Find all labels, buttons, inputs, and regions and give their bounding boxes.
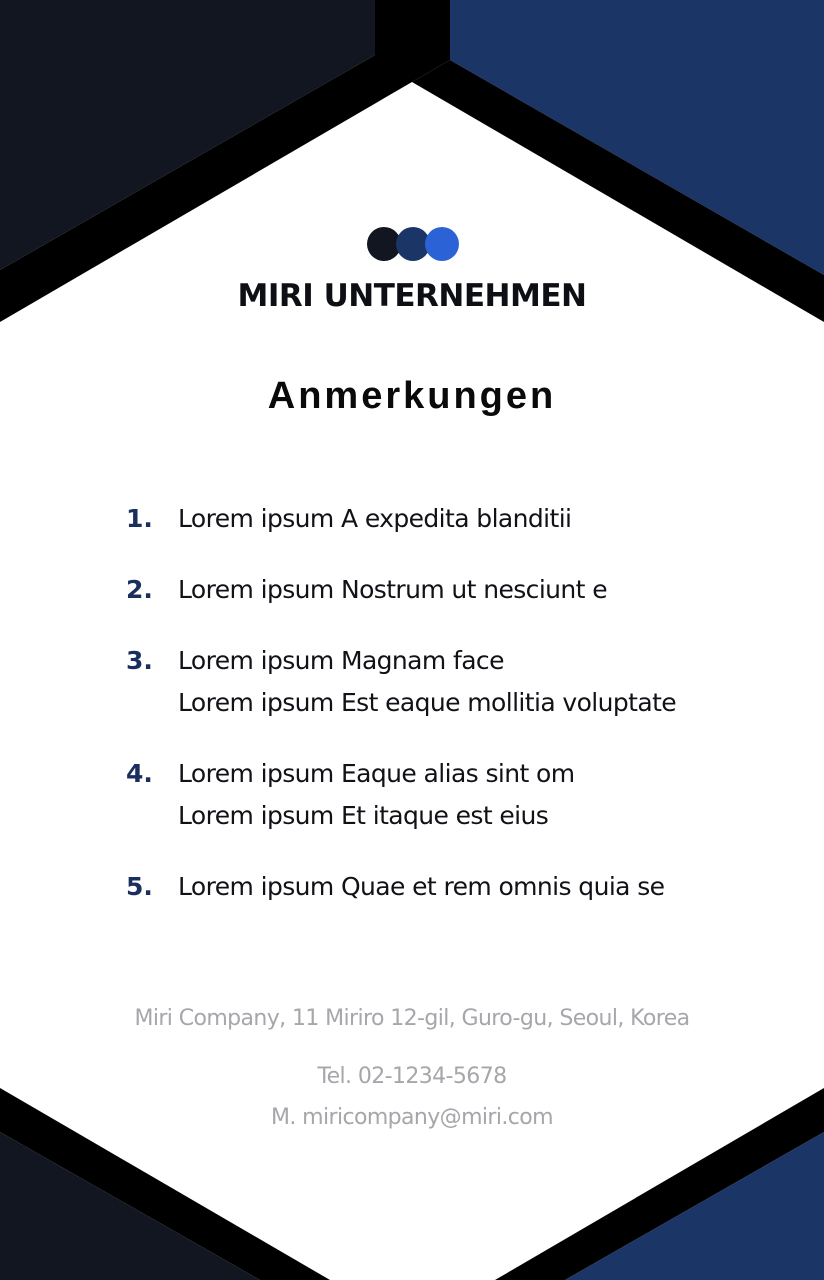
logo-circle-navy — [396, 227, 430, 261]
list-item-line: Lorem ipsum Nostrum ut nesciunt e — [178, 575, 607, 604]
footer-phone: Tel. 02-1234-5678 — [317, 1064, 507, 1089]
list-item — [126, 569, 746, 611]
list-item-number: 4. — [126, 759, 153, 788]
list-item-line: Lorem ipsum Quae et rem omnis quia se — [178, 872, 665, 901]
page-title: Anmerkungen — [267, 375, 557, 417]
list-item — [126, 640, 746, 724]
list-item-line: Lorem ipsum Et itaque est eius — [178, 801, 549, 830]
list-item-number: 3. — [126, 646, 153, 675]
company-footer — [0, 1000, 824, 1138]
list-item-text — [178, 866, 746, 908]
company-name: MIRI UNTERNEHMEN — [237, 278, 587, 314]
top-right-blue-panel — [450, 0, 824, 275]
list-item-line: Lorem ipsum Magnam face — [178, 646, 504, 675]
list-item-text — [178, 569, 746, 611]
footer-address: Miri Company, 11 Miriro 12-gil, Guro-gu, Seoul, Korea — [134, 1006, 690, 1031]
list-item-number: 1. — [126, 504, 153, 533]
list-item-number: 5. — [126, 872, 153, 901]
list-item-number: 2. — [126, 575, 153, 604]
three-overlapping-circles-icon — [366, 226, 460, 262]
list-item-line: Lorem ipsum A expedita blanditii — [178, 504, 572, 533]
list-item-line: Lorem ipsum Est eaque mollitia voluptate — [178, 688, 677, 717]
logo-circle-blue — [425, 227, 459, 261]
list-item — [126, 866, 746, 908]
list-item — [126, 753, 746, 837]
list-item-text — [178, 753, 746, 837]
list-item-line: Lorem ipsum Eaque alias sint om — [178, 759, 575, 788]
list-item-text — [178, 498, 746, 540]
list-item — [126, 498, 746, 540]
list-item-text — [178, 640, 746, 724]
notes-list — [126, 498, 746, 937]
logo-circle-dark — [367, 227, 401, 261]
footer-email: M. miricompany@miri.com — [271, 1105, 553, 1130]
